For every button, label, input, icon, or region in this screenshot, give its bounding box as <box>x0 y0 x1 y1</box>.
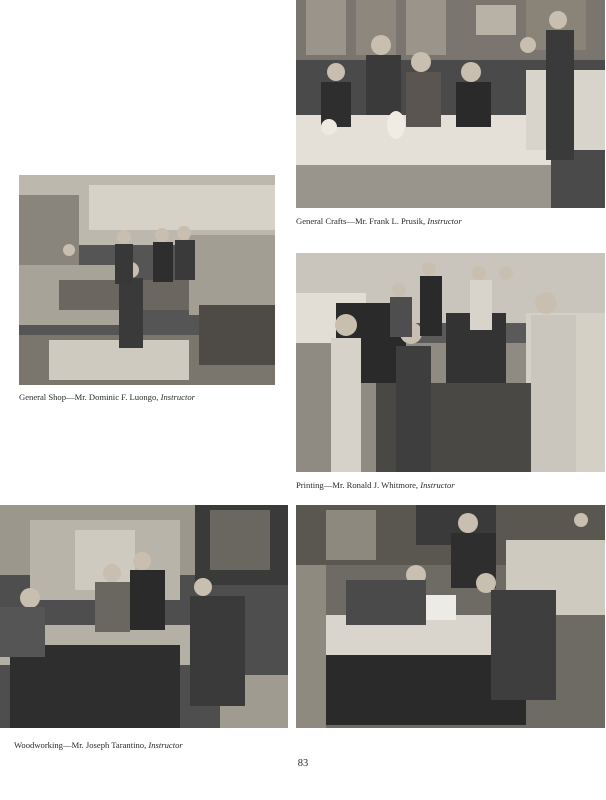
caption-instructor-role: Instructor <box>420 480 455 490</box>
photo-general-crafts <box>296 0 605 208</box>
photo-printing <box>296 253 605 472</box>
caption-instructor-name: Mr. Ronald J. Whitmore, <box>332 480 419 490</box>
photo-general-shop <box>19 175 275 385</box>
caption-subject: General Crafts <box>296 216 347 226</box>
caption-woodworking: Woodworking—Mr. Joseph Tarantino, Instructor <box>14 740 183 750</box>
caption-instructor-role: Instructor <box>148 740 183 750</box>
caption-subject: Printing <box>296 480 324 490</box>
caption-instructor-name: Mr. Frank L. Prusik, <box>354 216 426 226</box>
caption-instructor-role: Instructor <box>160 392 195 402</box>
photo-drafting <box>296 505 605 728</box>
caption-subject: General Shop <box>19 392 67 402</box>
caption-printing: Printing—Mr. Ronald J. Whitmore, Instructor <box>296 480 455 490</box>
caption-general-shop: General Shop—Mr. Dominic F. Luongo, Instructor <box>19 392 195 402</box>
caption-instructor-name: Mr. Dominic F. Luongo, <box>74 392 159 402</box>
photo-woodworking <box>0 505 288 728</box>
page-number: 83 <box>297 758 309 769</box>
caption-instructor-name: Mr. Joseph Tarantino, <box>71 740 147 750</box>
caption-general-crafts: General Crafts—Mr. Frank L. Prusik, Instructor <box>296 216 462 226</box>
caption-instructor-role: Instructor <box>427 216 462 226</box>
caption-subject: Woodworking <box>14 740 63 750</box>
